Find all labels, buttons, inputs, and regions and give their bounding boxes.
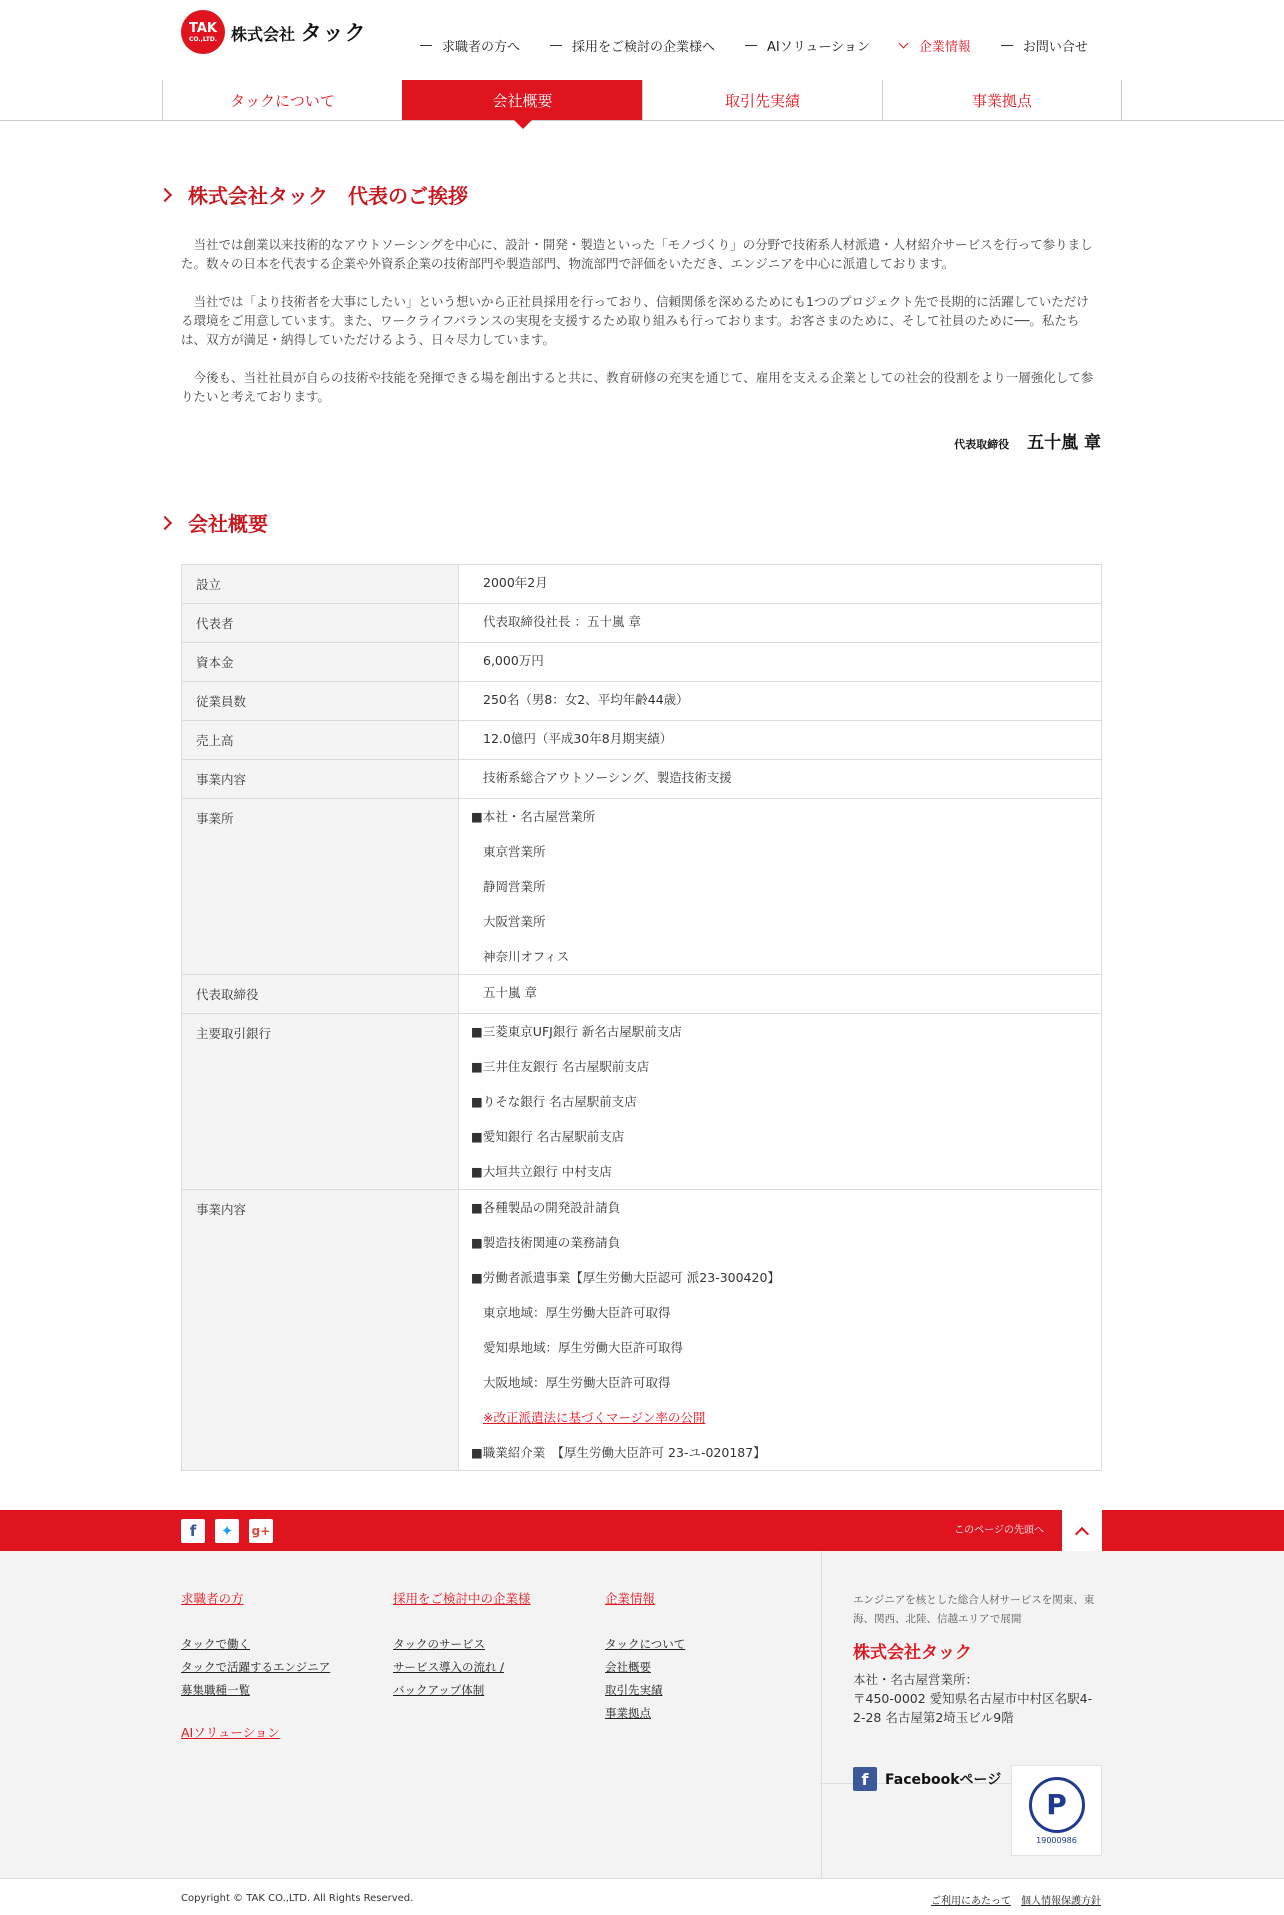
greeting-title: 株式会社タック 代表のご挨拶 <box>188 184 468 208</box>
nav-contact[interactable] <box>1001 36 1088 55</box>
facebook-icon[interactable]: f <box>181 1519 205 1543</box>
page-top-button[interactable] <box>1062 1510 1102 1551</box>
cell-text: 大阪地域：厚生労働大臣許可取得 <box>483 1375 671 1390</box>
address-line: 〒450-0002 愛知県名古屋市中村区名駅4-2-28 名古屋第2埼玉ビル9階 <box>853 1691 1093 1725</box>
site-footer <box>0 1551 1284 1878</box>
table-row <box>182 799 1102 975</box>
signature-name: 五十嵐 章 <box>1027 433 1101 453</box>
row-value <box>459 799 1102 975</box>
footer-col-corporate <box>605 1589 685 1729</box>
copyright-bar <box>0 1878 1284 1915</box>
greeting-paragraph: 当社では「より技術者を大事にしたい」という想いから正社員採用を行っており、信頼関係を深めるためにも1つのプロジェクト先で長期的に活躍していただける環境をご用意しています。また、ワークライフバランスの実現を支援するため取り組みも行っております。お客さまのために、そして社員のために──。私たちは、双方が満足・納得していただけるよう、日々尽力しています。 <box>181 294 1089 347</box>
row-label: 事業所 <box>182 799 459 975</box>
company-tagline: エンジニアを核とした総合人材サービスを関東、東海、関西、北陸、信越エリアで展開 <box>853 1594 1095 1625</box>
global-nav <box>420 36 1118 55</box>
social-links <box>181 1519 273 1543</box>
footer-head[interactable]: 採用をご検討中の企業様 <box>393 1591 531 1606</box>
cell-text: 東京地域：厚生労働大臣許可取得 <box>483 1305 671 1320</box>
table-row <box>182 643 1102 682</box>
row-label: 主要取引銀行 <box>182 1014 459 1190</box>
cell-text: ■職業紹介業 【厚生労働大臣許可 23-ユ-020187】 <box>471 1445 766 1460</box>
footer-link[interactable]: タックのサービス <box>393 1637 485 1651</box>
nav-label: AIソリューション <box>767 40 870 55</box>
site-header <box>0 0 1284 80</box>
cell-text: 愛知県地域：厚生労働大臣許可取得 <box>483 1340 684 1355</box>
dash-icon <box>550 45 562 46</box>
footer-link[interactable]: タックで働く <box>181 1637 250 1651</box>
tab-company-overview[interactable]: 会社概要 <box>402 80 642 120</box>
legal-links <box>931 1892 1101 1907</box>
overview-title: 会社概要 <box>188 512 268 536</box>
cell-text: ■三井住友銀行 名古屋駅前支店 <box>471 1059 650 1074</box>
google-plus-icon[interactable]: g+ <box>249 1519 273 1543</box>
footer-bar <box>0 1510 1284 1551</box>
facebook-icon: f <box>853 1767 877 1791</box>
table-row <box>182 760 1102 799</box>
cell-text: ■りそな銀行 名古屋駅前支店 <box>471 1094 637 1109</box>
row-value <box>459 975 1102 1014</box>
footer-head[interactable]: 企業情報 <box>605 1591 656 1606</box>
signature <box>954 428 1101 453</box>
chevron-right-icon <box>158 515 172 529</box>
cell-text: 東京営業所 <box>483 844 546 859</box>
logo-mark <box>181 10 225 54</box>
company-name: 株式会社タック <box>853 1643 972 1663</box>
nav-label: 採用をご検討の企業様へ <box>572 40 716 55</box>
cell-text: ■愛知銀行 名古屋駅前支店 <box>471 1129 625 1144</box>
nav-ai-solution[interactable] <box>745 36 870 55</box>
footer-link[interactable]: 事業拠点 <box>605 1706 651 1720</box>
logo-company: 株式会社 <box>231 25 296 44</box>
table-row <box>182 1014 1102 1190</box>
dash-icon <box>420 45 432 46</box>
nav-corporate-info[interactable] <box>900 36 971 55</box>
cell-text: 250名（男8：女2、平均年齢44歳） <box>483 692 689 707</box>
privacy-policy-link[interactable]: 個人情報保護方針 <box>1021 1896 1101 1907</box>
table-row <box>182 682 1102 721</box>
logo-mark-sub: CO.,LTD. <box>188 35 218 43</box>
nav-label: 企業情報 <box>918 40 971 55</box>
nav-jobseekers[interactable] <box>420 36 520 55</box>
greeting-paragraph: 当社では創業以来技術的なアウトソーシングを中心に、設計・開発・製造といった「モノづくり」の分野で技術系人材派遣・人材紹介サービスを行って参りました。数々の日本を代表する企業や外資系企業の技術部門や製造部門、物流部門で評価をいただき、エンジニアを中心に派遣しております。 <box>181 237 1093 271</box>
tab-about[interactable]: タックについて <box>162 80 402 120</box>
nav-companies[interactable] <box>550 36 715 55</box>
company-address <box>853 1670 1103 1727</box>
company-overview-table <box>181 564 1102 1471</box>
row-value <box>459 604 1102 643</box>
terms-link[interactable]: ご利用にあたって <box>931 1896 1011 1907</box>
twitter-icon[interactable]: ✦ <box>215 1519 239 1543</box>
cell-text: 大阪営業所 <box>483 914 546 929</box>
row-label: 代表者 <box>182 604 459 643</box>
cell-text: ■各種製品の開発設計請負 <box>471 1200 621 1215</box>
tab-locations[interactable]: 事業拠点 <box>882 80 1122 120</box>
row-label: 事業内容 <box>182 1190 459 1471</box>
row-value <box>459 1014 1102 1190</box>
nav-label: お問い合せ <box>1022 40 1088 55</box>
table-row <box>182 604 1102 643</box>
row-label: 事業内容 <box>182 760 459 799</box>
chevron-down-icon <box>898 39 908 49</box>
cell-text: 2000年2月 <box>483 575 548 590</box>
signature-role: 代表取締役 <box>954 438 1010 451</box>
row-value <box>459 760 1102 799</box>
footer-link[interactable]: 取引先実績 <box>605 1683 663 1697</box>
facebook-page-link[interactable] <box>853 1767 1001 1791</box>
footer-col-jobseekers <box>181 1589 330 1741</box>
cell-text: ■製造技術関連の業務請負 <box>471 1235 621 1250</box>
privacy-mark-number: 19000986 <box>1036 1835 1077 1845</box>
row-value <box>459 721 1102 760</box>
cell-link-line <box>471 1400 1089 1435</box>
address-line: 本社・名古屋営業所： <box>853 1672 979 1687</box>
cell-text: 代表取締役社長 ：五十嵐 章 <box>483 614 641 629</box>
greeting-heading <box>160 180 468 209</box>
cell-text: 神奈川オフィス <box>483 949 570 964</box>
privacy-mark-icon: P <box>1029 1777 1085 1833</box>
copyright: Copyright © TAK CO.,LTD. All Rights Reserved. <box>181 1893 414 1904</box>
table-row <box>182 1190 1102 1471</box>
footer-head[interactable]: AIソリューション <box>181 1725 280 1740</box>
footer-link[interactable]: バックアップ体制 <box>393 1683 485 1697</box>
table-row <box>182 721 1102 760</box>
greeting-paragraph: 今後も、当社社員が自らの技術や技能を発揮できる場を創出すると共に、教育研修の充実を通じて、雇用を支える企業としての社会的役割をより一層強化して参りたいと考えております。 <box>181 370 1094 404</box>
cell-text: 技術系総合アウトソーシング、製造技術支援 <box>483 770 732 785</box>
row-value <box>459 643 1102 682</box>
logo-wordmark <box>231 17 367 47</box>
footer-link[interactable]: 募集職種一覧 <box>181 1683 250 1697</box>
footer-link[interactable]: タックについて <box>605 1637 686 1651</box>
cell-text: ■本社・名古屋営業所 <box>471 809 596 824</box>
facebook-label: Facebookページ <box>885 1772 1002 1788</box>
dash-icon <box>745 45 757 46</box>
privacy-mark[interactable] <box>1011 1765 1102 1856</box>
footer-company-info <box>853 1591 1103 1727</box>
site-logo[interactable] <box>181 10 367 54</box>
footer-link[interactable]: サービス導入の流れ / <box>393 1660 505 1674</box>
dash-icon <box>1001 45 1013 46</box>
table-row <box>182 565 1102 604</box>
row-label: 売上高 <box>182 721 459 760</box>
margin-rate-link[interactable]: ※改正派遣法に基づくマージン率の公開 <box>483 1410 706 1425</box>
row-label: 代表取締役 <box>182 975 459 1014</box>
row-label: 従業員数 <box>182 682 459 721</box>
footer-link[interactable]: タックで活躍するエンジニア <box>181 1660 331 1674</box>
row-label: 資本金 <box>182 643 459 682</box>
footer-head[interactable]: 求職者の方 <box>181 1591 244 1606</box>
footer-link[interactable]: 会社概要 <box>605 1660 651 1674</box>
overview-heading <box>160 508 268 537</box>
chevron-right-icon <box>158 187 172 201</box>
greeting-body <box>181 235 1101 425</box>
chevron-up-icon <box>1075 1526 1089 1540</box>
row-value <box>459 682 1102 721</box>
tab-clients[interactable]: 取引先実績 <box>642 80 882 120</box>
cell-text: ■大垣共立銀行 中村支店 <box>471 1164 612 1179</box>
cell-text: 静岡営業所 <box>483 879 546 894</box>
footer-divider <box>821 1551 822 1878</box>
cell-text: ■三菱東京UFJ銀行 新名古屋駅前支店 <box>471 1024 682 1039</box>
footer-col-companies <box>393 1589 531 1706</box>
cell-text: 12.0億円（平成30年8月期実績） <box>483 731 673 746</box>
row-label: 設立 <box>182 565 459 604</box>
cell-text: ■労働者派遣事業【厚生労働大臣認可 派23-300420】 <box>471 1270 780 1285</box>
logo-mark-text: TAK <box>189 20 217 36</box>
cell-text: 五十嵐 章 <box>483 985 537 1000</box>
logo-name: タック <box>300 21 367 45</box>
row-value <box>459 1190 1102 1471</box>
nav-label: 求職者の方へ <box>442 40 521 55</box>
table-row <box>182 975 1102 1014</box>
sub-nav <box>0 80 1284 121</box>
cell-text: 6,000万円 <box>483 653 544 668</box>
page-top-link[interactable]: このページの先頭へ <box>954 1525 1044 1536</box>
row-value <box>459 565 1102 604</box>
